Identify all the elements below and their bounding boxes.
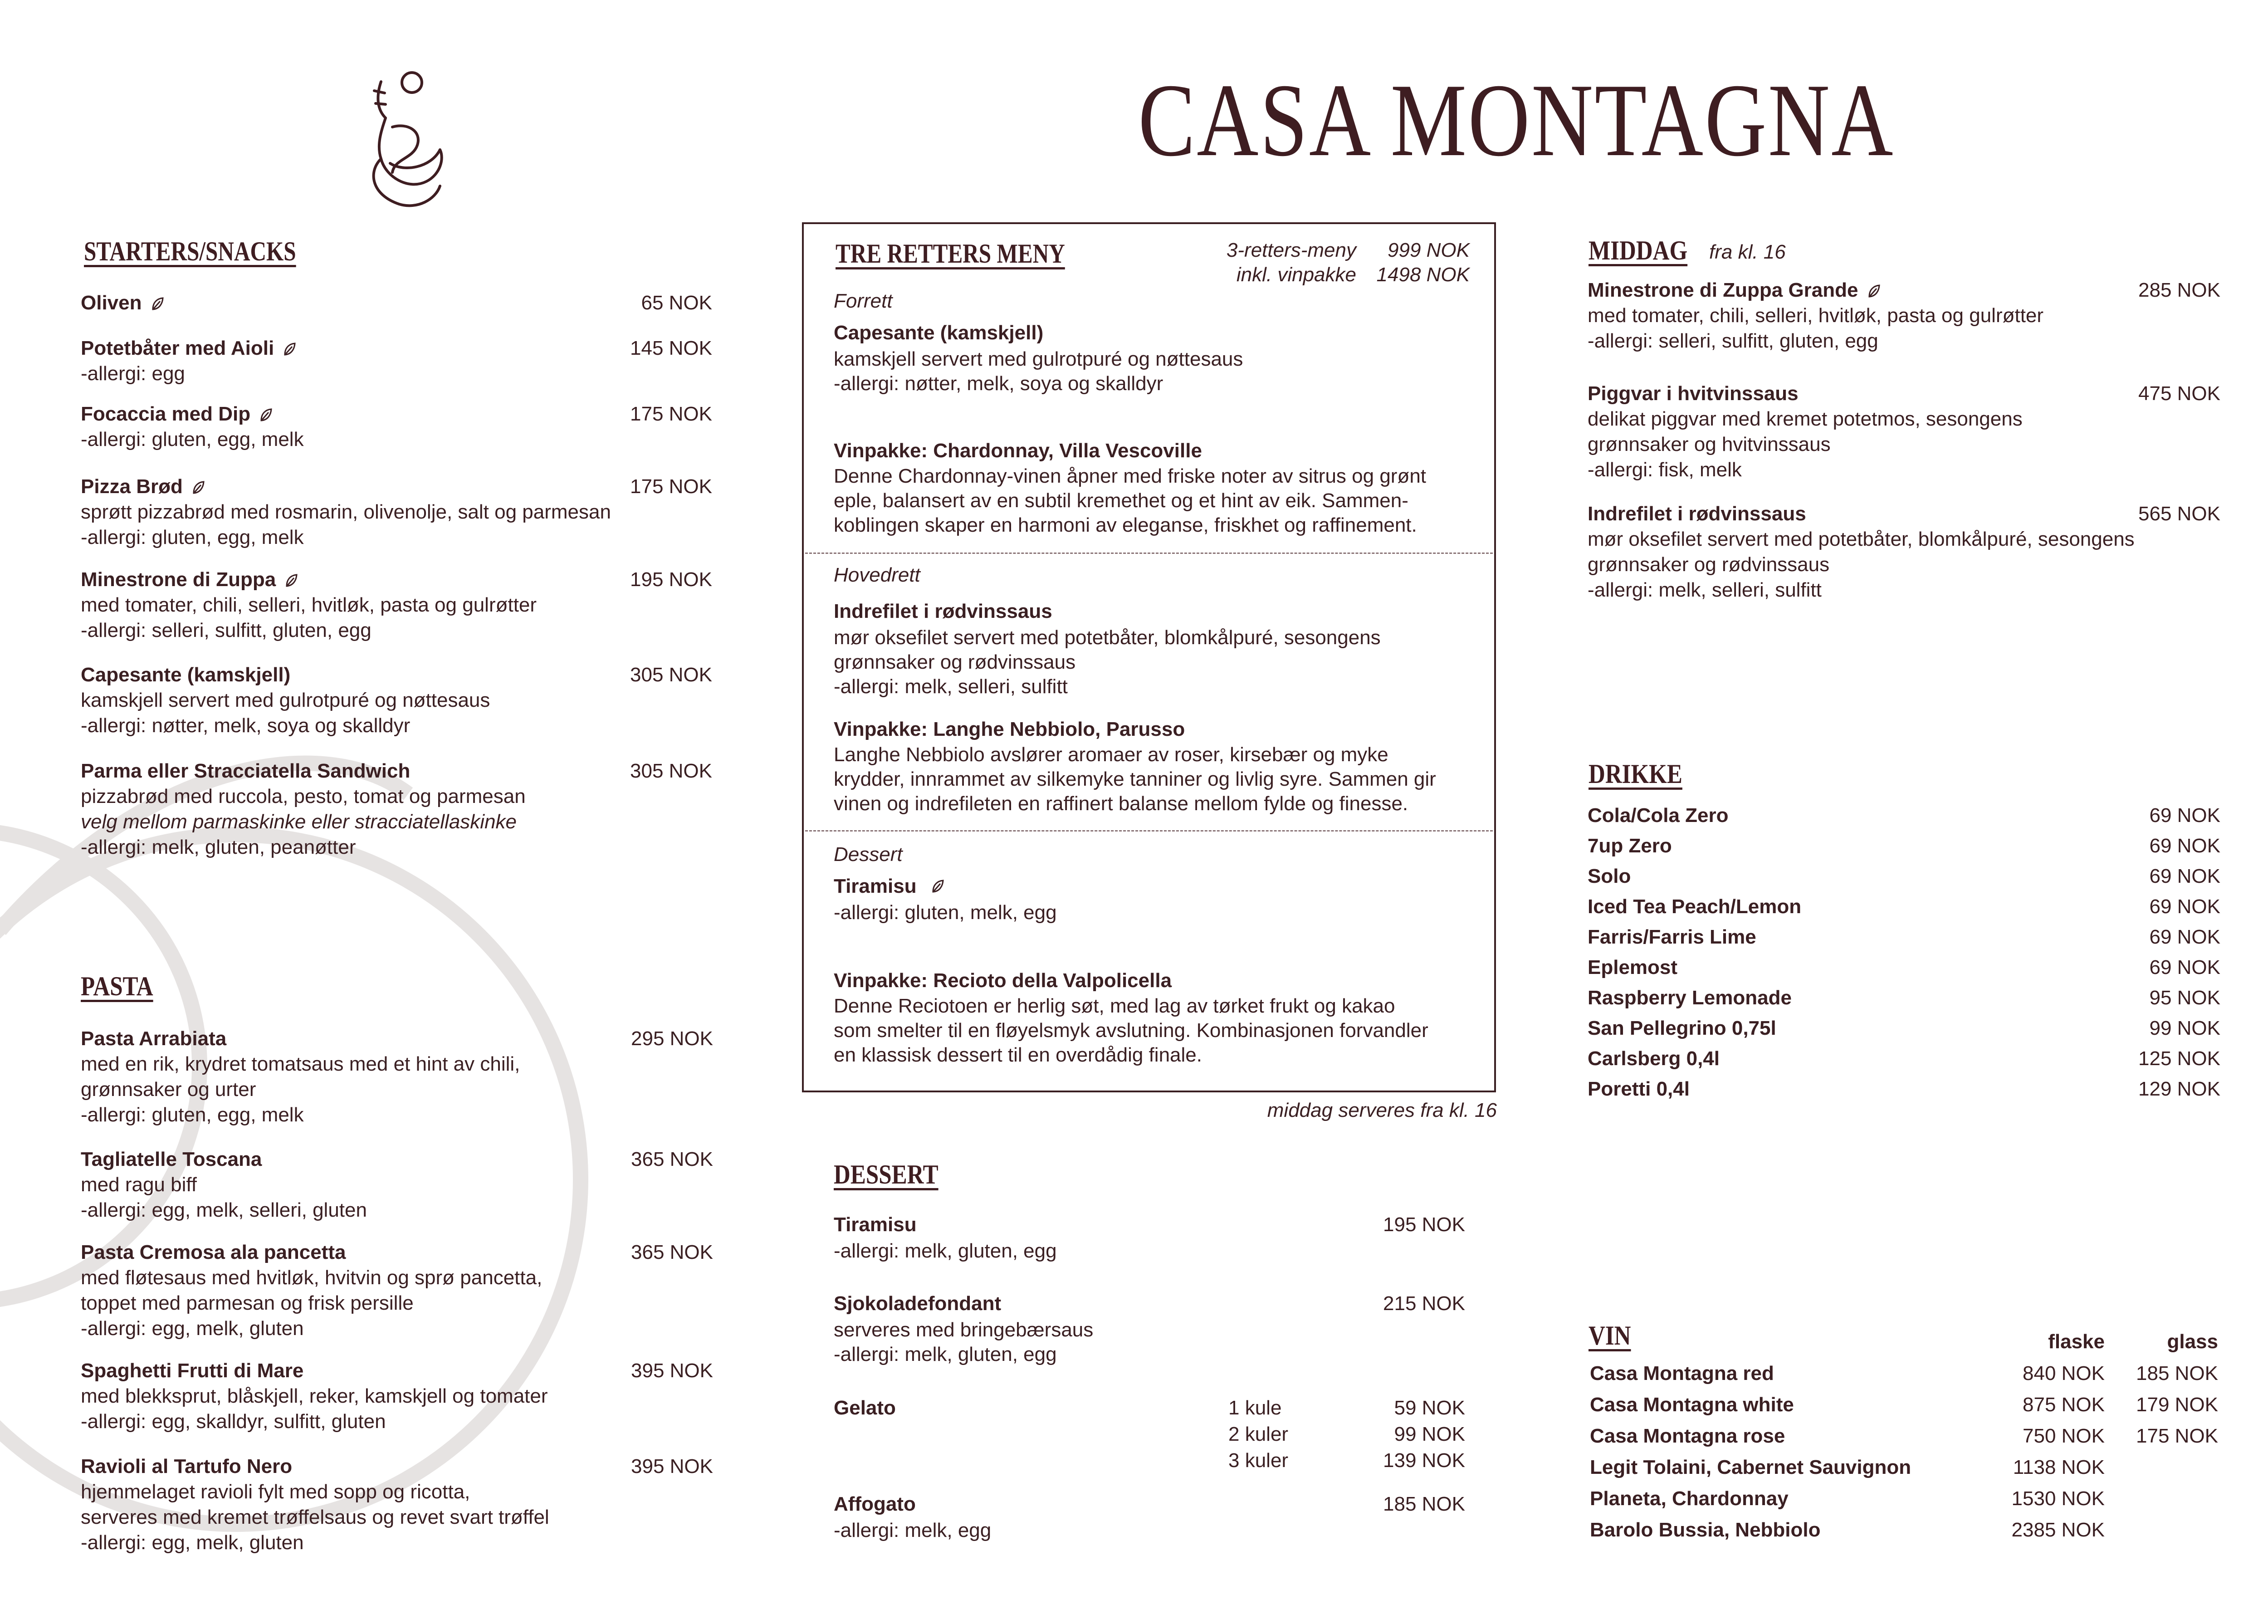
section-subtitle: fra kl. 16 <box>1709 241 1786 263</box>
section-heading: DRIKKE <box>1589 759 1682 789</box>
item-description: -allergi: gluten, melk, egg <box>834 901 1057 924</box>
drink-name: 7up Zero <box>1588 835 1672 857</box>
item-description: -allergi: gluten, egg, melk <box>81 1104 304 1126</box>
leaf-icon <box>1867 279 1880 294</box>
course-label: Dessert <box>834 843 903 866</box>
bottle-price: 875 NOK <box>2023 1394 2105 1416</box>
drink-name: Solo <box>1588 865 1631 887</box>
item-name: Capesante (kamskjell) <box>81 664 291 686</box>
gelato-size: 2 kuler <box>1228 1423 1289 1445</box>
course-label: Hovedrett <box>834 564 920 586</box>
menu-item <box>81 1026 520 1128</box>
gelato-price: 139 NOK <box>1383 1449 1465 1472</box>
drink-price: 95 NOK <box>2149 987 2220 1009</box>
menu-item <box>1588 501 2135 603</box>
item-description: med blekksprut, blåskjell, reker, kamskjell og tomater <box>81 1385 548 1407</box>
item-price: 215 NOK <box>1383 1292 1465 1315</box>
menu-price: 999 NOK <box>1388 239 1470 261</box>
item-name: Gelato <box>834 1397 896 1419</box>
item-price: 285 NOK <box>2138 279 2220 301</box>
item-price: 565 NOK <box>2138 503 2220 525</box>
drink-price: 69 NOK <box>2149 895 2220 918</box>
bottle-price: 840 NOK <box>2023 1362 2105 1384</box>
column-header: glass <box>2167 1331 2218 1353</box>
item-name: Indrefilet i rødvinssaus <box>1588 503 1806 525</box>
item-price: 145 NOK <box>630 337 712 359</box>
item-description: -allergi: selleri, sulfitt, gluten, egg <box>1588 330 1878 352</box>
menu-item <box>1588 381 2023 483</box>
drink-name: Iced Tea Peach/Lemon <box>1588 895 1802 918</box>
drink-price: 129 NOK <box>2138 1078 2220 1100</box>
menu-item <box>1588 278 2043 354</box>
item-price: 395 NOK <box>631 1455 713 1477</box>
item-name: Vinpakke: Langhe Nebbiolo, Parusso <box>834 718 1185 740</box>
item-description: mør oksefilet servert med potetbåter, blomkålpuré, sesongens <box>1588 528 2135 550</box>
section-heading: MIDDAG <box>1589 235 1688 265</box>
item-description: med tomater, chili, selleri, hvitløk, pasta og gulrøtter <box>1588 304 2044 327</box>
item-name: Vinpakke: Recioto della Valpolicella <box>834 969 1172 992</box>
wine-name: Casa Montagna rose <box>1590 1425 1785 1447</box>
item-name: Pasta Arrabiata <box>81 1027 227 1050</box>
item-price: 295 NOK <box>631 1027 713 1050</box>
item-description: Denne Chardonnay-vinen åpner med friske noter av sitrus og grønt <box>834 465 1427 487</box>
glass-price: 175 NOK <box>2136 1425 2218 1447</box>
section-heading: TRE RETTERS MENY <box>836 239 1065 269</box>
glass-price: 179 NOK <box>2136 1394 2218 1416</box>
item-price: 305 NOK <box>630 760 712 782</box>
item-description: grønnsaker og urter <box>81 1078 256 1101</box>
wine-name: Legit Tolaini, Cabernet Sauvignon <box>1590 1456 1911 1478</box>
item-name: Tiramisu <box>834 1213 917 1236</box>
item-description: som smelter til en fløyelsmyk avslutning. Kombinasjonen forvandler <box>834 1019 1428 1042</box>
leaf-icon <box>931 879 944 894</box>
item-description: -allergi: egg <box>81 362 185 385</box>
menu-item <box>81 474 611 550</box>
item-description: velg mellom parmaskinke eller stracciatellaskinke <box>81 811 517 833</box>
item-price: 175 NOK <box>630 403 712 425</box>
item-description: med fløtesaus med hvitløk, hvitvin og sprø pancetta, <box>81 1267 543 1289</box>
course-label: Forrett <box>834 290 893 312</box>
item-name: Tagliatelle Toscana <box>81 1148 262 1170</box>
gelato-size: 1 kule <box>1228 1397 1282 1419</box>
item-description: grønnsaker og hvitvinssaus <box>1588 433 1831 455</box>
item-name: Spaghetti Frutti di Mare <box>81 1360 304 1382</box>
menu-item <box>81 1454 549 1556</box>
price-label: inkl. vinpakke <box>1236 264 1356 286</box>
menu-item <box>81 401 304 452</box>
item-price: 365 NOK <box>631 1148 713 1170</box>
item-description: med ragu biff <box>81 1174 197 1196</box>
gelato-price: 99 NOK <box>1394 1423 1465 1445</box>
leaf-icon <box>259 403 272 418</box>
drink-name: Eplemost <box>1588 956 1678 978</box>
drink-price: 69 NOK <box>2149 804 2220 827</box>
item-description: hjemmelaget ravioli fylt med sopp og ricotta, <box>81 1481 470 1503</box>
menu-item <box>81 758 526 860</box>
drink-name: Farris/Farris Lime <box>1588 926 1756 948</box>
item-description: -allergi: fisk, melk <box>1588 459 1742 481</box>
divider <box>805 830 1493 832</box>
bottle-price: 1530 NOK <box>2011 1487 2105 1510</box>
item-name: Sjokoladefondant <box>834 1292 1002 1315</box>
menu-item <box>81 1147 367 1223</box>
item-name: Affogato <box>834 1493 916 1515</box>
item-description: serveres med bringebærsaus <box>834 1319 1094 1341</box>
menu-item <box>81 1240 542 1341</box>
menu-item <box>81 336 296 386</box>
item-description: en klassisk dessert til en overdådig finale. <box>834 1044 1202 1066</box>
item-description: -allergi: egg, melk, selleri, gluten <box>81 1199 367 1221</box>
wine-name: Planeta, Chardonnay <box>1590 1487 1789 1510</box>
drink-price: 69 NOK <box>2149 926 2220 948</box>
item-name: Focaccia med Dip <box>81 403 251 425</box>
menu-item <box>81 567 537 643</box>
item-description: grønnsaker og rødvinssaus <box>1588 553 1830 576</box>
item-name: Ravioli al Tartufo Nero <box>81 1455 293 1477</box>
item-description: -allergi: egg, melk, gluten <box>81 1317 304 1340</box>
item-price: 475 NOK <box>2138 382 2220 405</box>
item-description: krydder, innrammet av silkemyke tanniner og livlig syre. Sammen gir <box>834 768 1436 790</box>
item-description: toppet med parmesan og frisk persille <box>81 1292 414 1314</box>
price-label: 3-retters-meny <box>1226 239 1356 261</box>
drink-name: Raspberry Lemonade <box>1588 987 1792 1009</box>
item-description: -allergi: egg, melk, gluten <box>81 1531 304 1554</box>
leaf-icon <box>192 476 205 490</box>
item-name: Piggvar i hvitvinssaus <box>1588 382 1799 405</box>
section-heading: PASTA <box>81 971 153 1001</box>
item-name: Vinpakke: Chardonnay, Villa Vescoville <box>834 440 1202 462</box>
item-description: kamskjell servert med gulrotpuré og nøttesaus <box>81 689 490 711</box>
item-description: -allergi: melk, gluten, egg <box>834 1343 1057 1365</box>
item-name: Potetbåter med Aioli <box>81 337 274 359</box>
drink-price: 69 NOK <box>2149 835 2220 857</box>
item-description: med tomater, chili, selleri, hvitløk, pasta og gulrøtter <box>81 594 537 616</box>
item-price: 365 NOK <box>631 1241 713 1263</box>
leaf-icon <box>151 292 164 307</box>
bottle-price: 750 NOK <box>2023 1425 2105 1447</box>
item-description: -allergi: melk, gluten, peanøtter <box>81 836 356 858</box>
wine-name: Barolo Bussia, Nebbiolo <box>1590 1519 1821 1541</box>
divider <box>805 553 1493 554</box>
item-name: Capesante (kamskjell) <box>834 322 1044 344</box>
leaf-icon <box>285 569 298 583</box>
drink-name: Carlsberg 0,4l <box>1588 1047 1720 1070</box>
menu-item <box>81 662 490 739</box>
menu-item <box>81 290 164 316</box>
gelato-size: 3 kuler <box>1228 1449 1289 1472</box>
item-description: pizzabrød med ruccola, pesto, tomat og parmesan <box>81 785 526 807</box>
column-header: flaske <box>2048 1331 2105 1353</box>
bottle-price: 1138 NOK <box>2013 1456 2105 1478</box>
item-description: -allergi: melk, gluten, egg <box>834 1240 1057 1262</box>
item-description: -allergi: nøtter, melk, soya og skalldyr <box>834 372 1163 395</box>
bottle-price: 2385 NOK <box>2011 1519 2105 1541</box>
item-description: -allergi: melk, selleri, sulfitt <box>1588 579 1822 601</box>
item-price: 185 NOK <box>1383 1493 1465 1515</box>
item-name: Minestrone di Zuppa Grande <box>1588 279 1858 301</box>
item-price: 175 NOK <box>630 475 712 498</box>
wine-name: Casa Montagna red <box>1590 1362 1774 1384</box>
item-description: koblingen skaper en harmoni av eleganse, friskhet og raffinement. <box>834 514 1417 536</box>
glass-price: 185 NOK <box>2136 1362 2218 1384</box>
item-description: -allergi: nøtter, melk, soya og skalldyr <box>81 714 411 737</box>
item-name: Minestrone di Zuppa <box>81 568 276 591</box>
item-description: grønnsaker og rødvinssaus <box>834 651 1076 673</box>
item-description: med en rik, krydret tomatsaus med et hint av chili, <box>81 1053 520 1075</box>
item-name: Indrefilet i rødvinssaus <box>834 600 1052 622</box>
item-name: Oliven <box>81 292 142 314</box>
item-description: Denne Reciotoen er herlig søt, med lag av tørket frukt og kakao <box>834 995 1395 1017</box>
item-description: sprøtt pizzabrød med rosmarin, olivenolje, salt og parmesan <box>81 501 611 523</box>
wine-name: Casa Montagna white <box>1590 1394 1794 1416</box>
section-heading: DESSERT <box>834 1159 938 1189</box>
drink-price: 69 NOK <box>2149 956 2220 978</box>
drink-price: 69 NOK <box>2149 865 2220 887</box>
leaf-icon <box>283 338 296 352</box>
gelato-price: 59 NOK <box>1394 1397 1465 1419</box>
item-description: -allergi: egg, skalldyr, sulfitt, gluten <box>81 1410 386 1433</box>
drink-name: Poretti 0,4l <box>1588 1078 1690 1100</box>
section-heading: STARTERS/SNACKS <box>84 236 296 266</box>
menu-item <box>81 1358 548 1434</box>
item-price: 305 NOK <box>630 664 712 686</box>
item-description: vinen og indrefileten en raffinert balanse mellom fylde og finesse. <box>834 792 1408 815</box>
drink-price: 99 NOK <box>2149 1017 2220 1039</box>
item-name: Pizza Brød <box>81 475 183 498</box>
item-description: kamskjell servert med gulrotpuré og nøttesaus <box>834 348 1243 370</box>
item-description: Langhe Nebbiolo avslører aromaer av roser, kirsebær og myke <box>834 744 1388 766</box>
item-description: -allergi: selleri, sulfitt, gluten, egg <box>81 619 371 641</box>
item-description: delikat piggvar med kremet potetmos, sesongens <box>1588 408 2023 430</box>
serving-note: middag serveres fra kl. 16 <box>1267 1099 1497 1121</box>
item-price: 395 NOK <box>631 1360 713 1382</box>
item-price: 195 NOK <box>630 568 712 591</box>
item-description: mør oksefilet servert med potetbåter, blomkålpuré, sesongens <box>834 626 1381 649</box>
item-description: serveres med kremet trøffelsaus og revet svart trøffel <box>81 1506 549 1528</box>
drink-name: San Pellegrino 0,75l <box>1588 1017 1776 1039</box>
page-title: CASA MONTAGNA <box>1138 62 1895 178</box>
item-name: Tiramisu <box>834 875 917 897</box>
item-description: -allergi: gluten, egg, melk <box>81 428 304 450</box>
section-heading: VIN <box>1589 1321 1631 1350</box>
item-price: 195 NOK <box>1383 1213 1465 1236</box>
menu-price: 1498 NOK <box>1376 264 1470 286</box>
item-name: Parma eller Stracciatella Sandwich <box>81 760 411 782</box>
drink-name: Cola/Cola Zero <box>1588 804 1729 827</box>
item-description: -allergi: melk, egg <box>834 1519 992 1541</box>
item-description: -allergi: gluten, egg, melk <box>81 526 304 548</box>
item-description: eple, balansert av en subtil kremethet og et hint av eik. Sammen- <box>834 489 1408 512</box>
item-description: -allergi: melk, selleri, sulfitt <box>834 675 1068 698</box>
item-price: 65 NOK <box>641 292 712 314</box>
item-name: Pasta Cremosa ala pancetta <box>81 1241 346 1263</box>
drink-price: 125 NOK <box>2138 1047 2220 1070</box>
